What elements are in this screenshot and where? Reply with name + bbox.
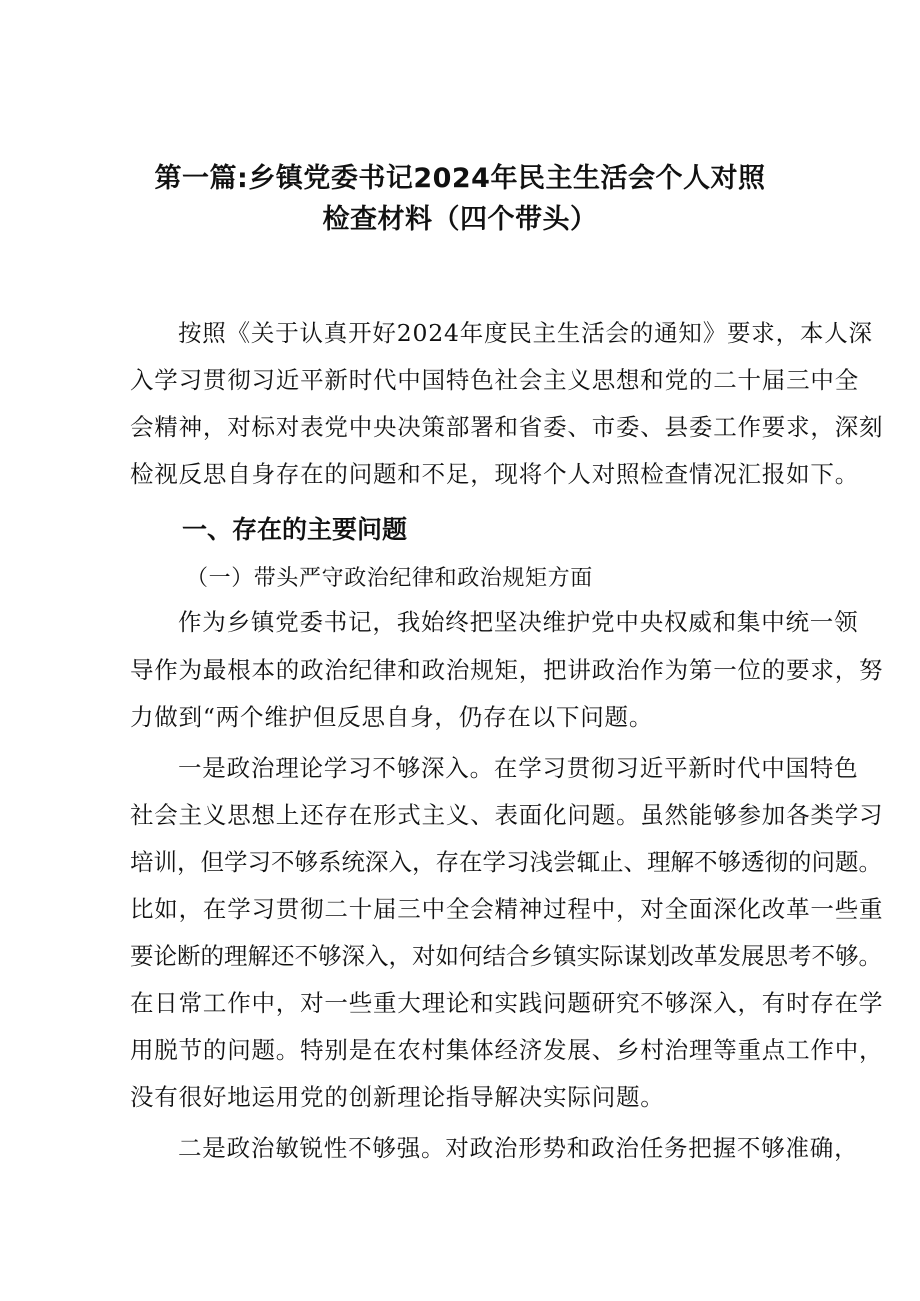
para-b-line-7: 用脱节的问题。特别是在农村集体经济发展、乡村治理等重点工作中， xyxy=(130,1036,884,1064)
intro-line-1: 按照《关于认真开好2024年度民主生活会的通知》要求，本人深 xyxy=(178,319,873,347)
intro-line-3: 会精神，对标对表党中央决策部署和省委、市委、县委工作要求，深刻 xyxy=(130,413,884,441)
para-b-line-6: 在日常工作中，对一些重大理论和实践问题研究不够深入，有时存在学 xyxy=(130,989,884,1017)
document-title-line-2: 检查材料（四个带头） xyxy=(322,204,598,235)
para-b-line-3: 培训，但学习不够系统深入，存在学习浅尝辄止、理解不够透彻的问题。 xyxy=(130,848,882,876)
para-a-line-3: 力做到“两个维护但反思自身，仍存在以下问题。 xyxy=(130,703,654,731)
para-b-line-4: 比如，在学习贯彻二十届三中全会精神过程中，对全面深化改革一些重 xyxy=(130,895,884,923)
section-heading-problems: 一、存在的主要问题 xyxy=(182,515,408,544)
intro-line-2: 入学习贯彻习近平新时代中国特色社会主义思想和党的二十届三中全 xyxy=(130,366,859,394)
para-c-line-1: 二是政治敏锐性不够强。对政治形势和政治任务把握不够准确， xyxy=(178,1134,859,1162)
para-b-line-1: 一是政治理论学习不够深入。在学习贯彻习近平新时代中国特色 xyxy=(178,754,859,782)
para-b-line-8: 没有很好地运用党的创新理论指导解决实际问题。 xyxy=(130,1083,665,1111)
subsection-heading-political-discipline: （一）带头严守政治纪律和政治规矩方面 xyxy=(186,566,593,591)
intro-line-4: 检视反思自身存在的问题和不足，现将个人对照检查情况汇报如下。 xyxy=(130,460,859,488)
para-a-line-2: 导作为最根本的政治纪律和政治规矩，把讲政治作为第一位的要求，努 xyxy=(130,656,884,684)
para-b-line-2: 社会主义思想上还存在形式主义、表面化问题。虽然能够参加各类学习 xyxy=(130,801,884,829)
document-title-line-1: 第一篇:乡镇党委书记2024年民主生活会个人对照 xyxy=(154,163,766,194)
para-a-line-1: 作为乡镇党委书记，我始终把坚决维护党中央权威和集中统一领 xyxy=(178,608,859,636)
para-b-line-5: 要论断的理解还不够深入，对如何结合乡镇实际谋划改革发展思考不够。 xyxy=(130,942,882,970)
